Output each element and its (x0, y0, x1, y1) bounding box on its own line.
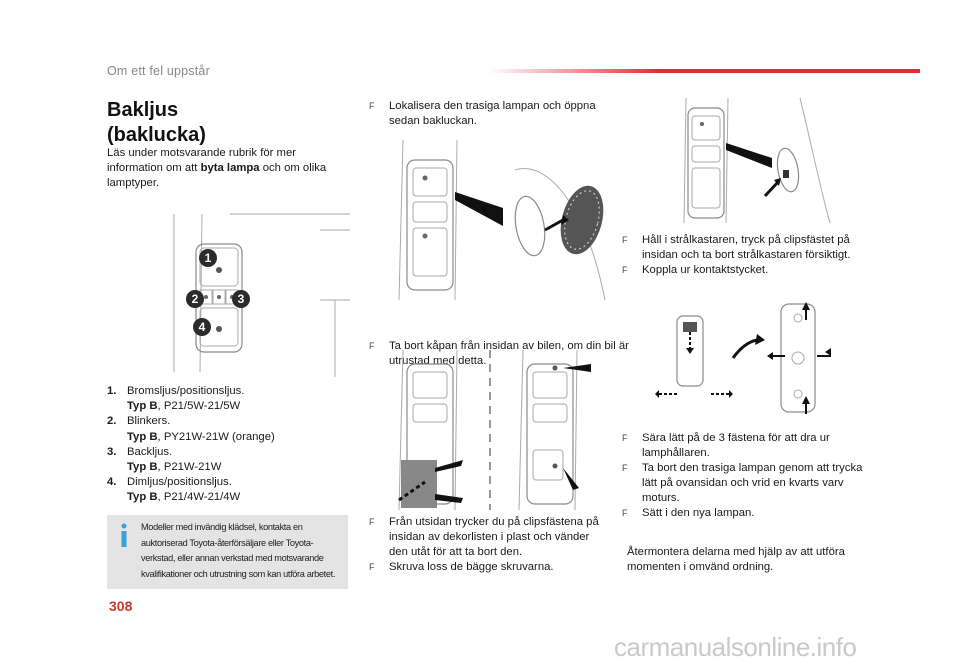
intro-text: Läs under motsvarande rubrik för mer information om att (107, 147, 296, 174)
steps-replace-bulb (622, 431, 867, 521)
info-note-text: Modeller med invändig klädsel, kontakta en auktoriserad Toyota-återförsäljare eller Toyota-verkstad, eller annan verkstad med motsvarande kvalifikationer och utrustning som kan utföra arbetet. (141, 522, 336, 579)
legend-type: Typ B (127, 491, 158, 504)
trim-clips-figure (395, 350, 600, 510)
legend-number: 4. (107, 476, 117, 489)
step-unplug: F Koppla ur kontaktstycket. (622, 263, 862, 278)
intro-paragraph (107, 146, 347, 191)
legend-name: Blinkers. (127, 415, 171, 428)
legend-item (107, 475, 347, 505)
callout-3: 3 (232, 290, 250, 308)
heading-line-2: (baklucka) (107, 124, 206, 146)
step-release-holder: F Sära lätt på de 3 fästena för att dra ur lamphållaren. (622, 431, 867, 461)
page-heading (107, 98, 206, 148)
callout-4: 4 (193, 318, 211, 336)
legend-number: 1. (107, 385, 117, 397)
remove-lamp-figure (680, 98, 830, 223)
legend-type: Typ B (127, 461, 158, 474)
bulb-legend (107, 384, 347, 506)
step-insert-bulb: F Sätt i den nya lampan. (622, 506, 867, 521)
callout-1: 1 (199, 249, 217, 267)
steps-remove-lamp (622, 233, 862, 278)
closing-paragraph: Återmontera delarna med hjälp av att utföra momenten i omvänd ordning. (627, 546, 845, 573)
step-remove-bulb: F Ta bort den trasiga lampan genom att trycka lätt på ovansidan och vrid en kvarts varv moturs. (622, 461, 867, 506)
step-remove-cover: F Ta bort kåpan från insidan av bilen, om din bil är utrustad med detta. (369, 339, 629, 369)
legend-item (107, 414, 347, 444)
legend-name: Backljus. (127, 445, 173, 458)
watermark: carmanualsonline.info (614, 632, 857, 662)
step-trim-clips: F Från utsidan trycker du på clipsfästena på insidan av dekorlisten i plast och vänder den utåt för att ta bort den. (369, 515, 609, 560)
header-accent-rule (488, 69, 920, 73)
legend-number: 3. (107, 445, 117, 458)
info-note (107, 515, 348, 589)
step-locate-lamp: F Lokalisera den trasiga lampan och öppna sedan bakluckan. (369, 99, 629, 129)
legend-spec: , PY21W-21W (orange) (157, 430, 275, 443)
legend-type: Typ B (127, 400, 158, 413)
bulb-holder-figure (655, 300, 835, 420)
info-icon (118, 523, 130, 547)
legend-spec: , P21/5W-21/5W (157, 400, 241, 413)
steps-trim-and-screws (369, 515, 609, 575)
legend-number: 2. (107, 415, 117, 428)
legend-spec: , P21W-21W (157, 461, 222, 474)
step-hold-lamp: F Håll i strålkastaren, tryck på clipsfästet på insidan och ta bort strålkastaren försiktigt. (622, 233, 862, 263)
intro-text-end: och om olika lamptyper. (107, 162, 327, 189)
callout-2: 2 (186, 290, 204, 308)
legend-name: Bromsljus/positionsljus. (127, 385, 245, 397)
legend-spec: , P21/4W-21/4W (157, 491, 241, 504)
step-unscrew: F Skruva loss de bägge skruvarna. (369, 560, 609, 575)
legend-item (107, 445, 347, 475)
legend-item (107, 384, 347, 414)
inside-cover-figure (395, 140, 610, 300)
heading-line-1: Bakljus (107, 99, 179, 121)
section-title: Om ett fel uppstår (107, 64, 210, 78)
page-number: 308 (109, 598, 133, 614)
legend-type: Typ B (127, 430, 158, 443)
intro-bold-link: byta lampa (200, 162, 260, 174)
legend-name: Dimljus/positionsljus. (127, 476, 232, 489)
